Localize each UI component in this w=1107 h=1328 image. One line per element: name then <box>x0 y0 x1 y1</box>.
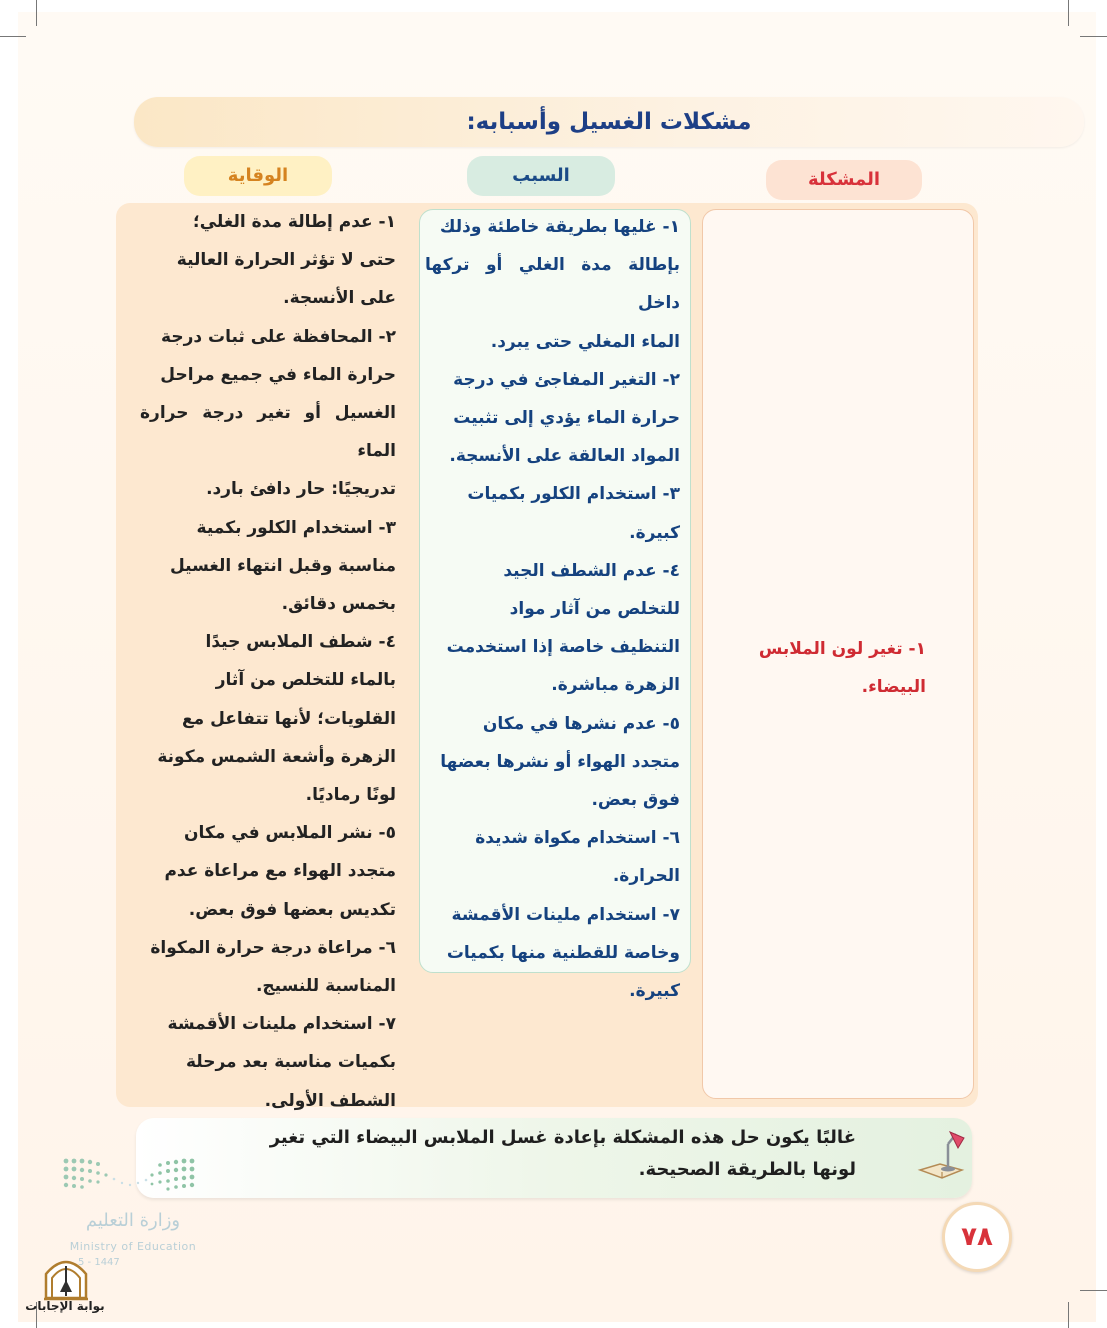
prevention-line: ٦- مراعاة درجة حرارة المكواة <box>150 937 396 958</box>
cause-line: ٣- استخدام الكلور بكميات <box>467 484 680 505</box>
cause-line: ٦- استخدام مكواة شديدة <box>475 828 680 849</box>
watermark-text: بوابة الإجابات <box>25 1299 105 1313</box>
lamp-book-icon <box>914 1126 970 1182</box>
crop-mark <box>1080 36 1107 37</box>
prevention-line: حتى لا تؤثر الحرارة العالية <box>176 250 396 271</box>
cause-line: فوق بعض. <box>591 790 680 811</box>
column-header-cause: السبب <box>467 156 615 196</box>
cause-line: ٤- عدم الشطف الجيد <box>503 560 680 581</box>
ministry-dots-logo <box>62 1155 198 1199</box>
cause-line: كبيرة. <box>629 522 680 543</box>
column-header-problem: المشكلة <box>766 160 922 200</box>
prevention-line: بالماء للتخلص من آثار <box>215 670 396 691</box>
prevention-line: متجدد الهواء مع مراعاة عدم <box>164 861 396 882</box>
cause-line: التنظيف خاصة إذا استخدمت <box>446 637 680 658</box>
problem-text <box>712 630 926 706</box>
note-line: غالبًا يكون حل هذه المشكلة بإعادة غسل الملابس البيضاء التي تغير <box>269 1127 856 1148</box>
prevention-line: الزهرة وأشعة الشمس مكونة <box>157 746 396 767</box>
prevention-line: لونًا رماديًا. <box>305 785 396 806</box>
cause-line: ٧- استخدام ملينات الأقمشة <box>451 904 680 925</box>
cause-line: الماء المغلي حتى يبرد. <box>490 331 680 352</box>
cause-line: ٢- التغير المفاجئ في درجة <box>453 369 680 390</box>
prevention-line: ٢- المحافظة على ثبات درجة <box>161 326 396 347</box>
cause-line: للتخلص من آثار مواد <box>509 599 680 620</box>
prevention-line: المناسبة للنسيج. <box>255 976 396 997</box>
prevention-line: الغسيل أو تغير درجة حرارة الماء <box>140 403 396 462</box>
page-number: ٧٨ <box>961 1222 993 1252</box>
problem-line: البيضاء. <box>861 677 926 697</box>
cause-line: الحرارة. <box>612 866 680 887</box>
cause-line: وخاصة للقطنية منها بكميات <box>446 942 680 963</box>
ministry-year: 5 - 1447 <box>78 1257 120 1268</box>
prevention-line: ٥- نشر الملابس في مكان <box>184 823 396 844</box>
cause-line: بإطالة مدة الغلي أو تركها داخل <box>425 255 680 314</box>
crop-mark <box>1080 1290 1107 1291</box>
prevention-line: القلويات؛ لأنها تتفاعل مع <box>182 708 396 729</box>
cause-line: حرارة الماء يؤدي إلى تثبيت <box>453 408 680 429</box>
prevention-line: ٣- استخدام الكلور بكمية <box>196 517 396 538</box>
column-header-prevention: الوقاية <box>184 156 332 196</box>
prevention-line: حرارة الماء في جميع مراحل <box>160 364 396 385</box>
note-line: لونها بالطريقة الصحيحة. <box>638 1159 856 1180</box>
crop-mark <box>1068 0 1069 26</box>
ministry-name-english: Ministry of Education <box>69 1240 197 1253</box>
prevention-line: بكميات مناسبة بعد مرحلة <box>185 1052 396 1073</box>
prevention-line: تكديس بعضها فوق بعض. <box>188 899 396 920</box>
section-title: مشكلات الغسيل وأسبابه: <box>466 109 752 135</box>
problem-line: ١- تغير لون الملابس <box>758 639 926 659</box>
prevention-list <box>140 203 396 1120</box>
cause-line: كبيرة. <box>629 981 680 1002</box>
cause-line: المواد العالقة على الأنسجة. <box>449 446 680 467</box>
cause-line: ٥- عدم نشرها في مكان <box>482 713 680 734</box>
crop-mark <box>36 0 37 26</box>
cause-line: متجدد الهواء أو نشرها بعضها <box>440 751 680 772</box>
cause-line: ١- غليها بطريقة خاطئة وذلك <box>439 217 680 237</box>
prevention-line: مناسبة وقبل انتهاء الغسيل <box>169 555 396 576</box>
cause-list <box>425 208 680 1010</box>
prevention-line: الشطف الأولى. <box>264 1090 396 1111</box>
prevention-line: بخمس دقائق. <box>281 594 396 615</box>
cause-line: الزهرة مباشرة. <box>551 675 680 696</box>
crop-mark <box>0 36 26 37</box>
prevention-line: على الأنسجة. <box>283 288 396 309</box>
prevention-line: ١- عدم إطالة مدة الغلي؛ <box>192 212 396 232</box>
prevention-line: تدريجيًا: حار دافئ بارد. <box>206 479 396 500</box>
crop-mark <box>1068 1302 1069 1328</box>
prevention-line: ٧- استخدام ملينات الأقمشة <box>167 1014 396 1035</box>
ministry-name-arabic: وزارة التعليم <box>85 1210 181 1231</box>
prevention-line: ٤- شطف الملابس جيدًا <box>205 632 396 653</box>
watermark-logo <box>40 1252 92 1302</box>
note-text <box>200 1122 856 1186</box>
